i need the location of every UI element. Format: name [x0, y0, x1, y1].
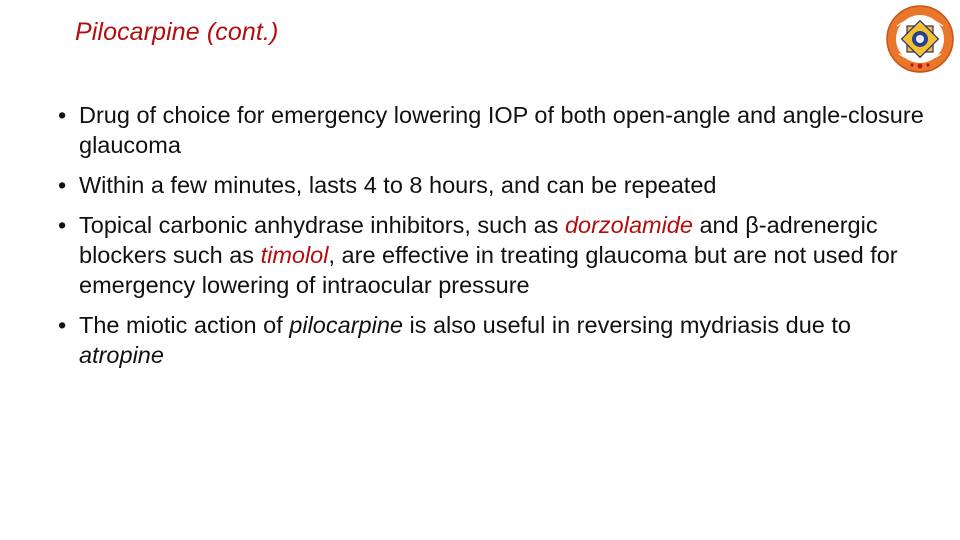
slide-title: Pilocarpine (cont.) [75, 18, 279, 46]
bullet-text: , are effective in treating glaucoma but are not used for emergency lowering of intraocular pressure [79, 242, 898, 298]
bullet-text: Topical carbonic anhydrase inhibitors, such as [79, 212, 565, 238]
bullet-text: The miotic action of [79, 312, 290, 338]
bullet-text: Within a few minutes, lasts 4 to 8 hours, and can be repeated [79, 172, 717, 198]
drug-name-dorzolamide: dorzolamide [564, 212, 693, 238]
bullet-marker: • [58, 172, 67, 198]
bullet-marker: • [58, 102, 67, 128]
drug-name-timolol: timolol [260, 242, 329, 268]
drug-name-pilocarpine: pilocarpine [289, 312, 403, 338]
university-emblem-icon [885, 4, 955, 74]
bullet-text: Drug of choice for emergency lowering IOP of both open-angle and angle-closure glaucoma [79, 102, 924, 158]
bullet-marker: • [58, 312, 67, 338]
bullet-list [58, 100, 938, 380]
bullet-item [58, 210, 938, 300]
bullet-item [58, 310, 938, 370]
bullet-text: is also useful in reversing mydriasis due to [402, 312, 851, 338]
drug-name-atropine: atropine [79, 342, 164, 368]
bullet-marker: • [58, 212, 67, 238]
bullet-text: and β-adrenergic blockers such as [79, 212, 878, 268]
bullet-item [58, 170, 938, 200]
bullet-item [58, 100, 938, 160]
